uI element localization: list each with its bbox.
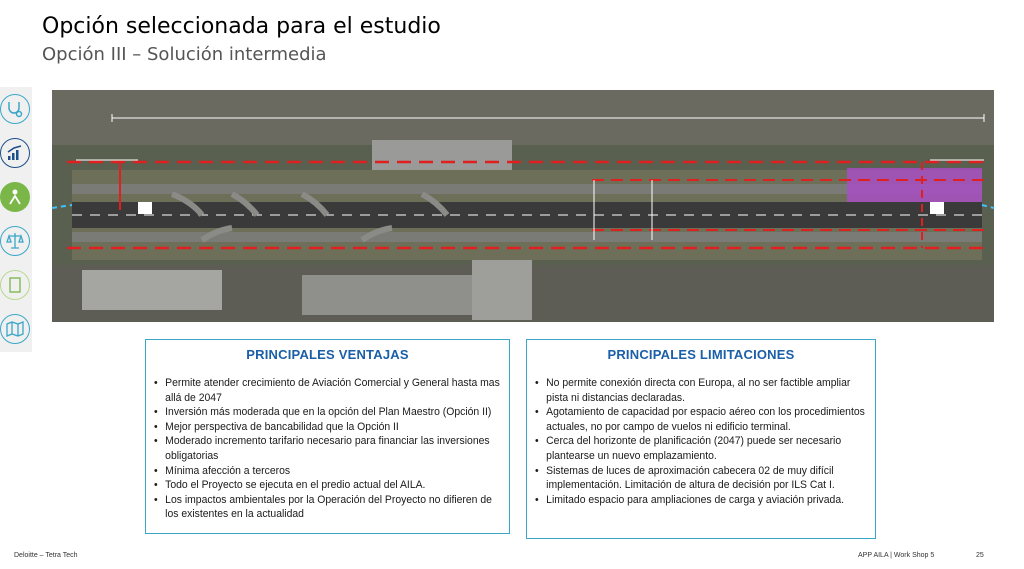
- person-icon: [0, 182, 30, 212]
- side-icon-strip: [0, 87, 32, 352]
- ventajas-heading: PRINCIPALES VENTAJAS: [246, 347, 409, 362]
- list-item: • Limitado espacio para ampliaciones de carga y aviación privada.: [535, 493, 867, 508]
- slide-subtitle: Opción III – Solución intermedia: [42, 44, 327, 65]
- list-item: • Cerca del horizonte de planificación (2047) puede ser necesario plantearse un nuevo emplazamiento.: [535, 434, 867, 463]
- list-item: • Permite atender crecimiento de Aviación Comercial y General hasta mas allá de 2047: [154, 376, 501, 405]
- limitaciones-list: [527, 376, 875, 507]
- scale-icon: [0, 226, 30, 256]
- growth-chart-icon: [0, 138, 30, 168]
- footer-left: Deloitte – Tetra Tech: [14, 552, 78, 559]
- ventajas-list: [146, 376, 509, 522]
- map-icon: [0, 314, 30, 344]
- airport-aerial-map: [52, 90, 994, 322]
- footer-right: APP AILA | Work Shop 5: [858, 552, 935, 559]
- list-item: • Todo el Proyecto se ejecuta en el predio actual del AILA.: [154, 478, 501, 493]
- list-item: • No permite conexión directa con Europa, al no ser factible ampliar pista ni distancias declaradas.: [535, 376, 867, 405]
- limitaciones-heading: PRINCIPALES LIMITACIONES: [607, 347, 795, 362]
- page-number: 25: [976, 552, 984, 559]
- list-item: • Agotamiento de capacidad por espacio aéreo con los procedimientos actuales, no por campo de vuelos ni edificio terminal.: [535, 405, 867, 434]
- slide-title: Opción seleccionada para el estudio: [42, 14, 441, 39]
- limitaciones-box: [526, 339, 876, 539]
- list-item: • Sistemas de luces de aproximación cabecera 02 de muy difícil implementación. Limitación de altura de decisión por ILS Cat I.: [535, 464, 867, 493]
- list-item: • Mínima afección a terceros: [154, 464, 501, 479]
- list-item: • Moderado incremento tarifario necesario para financiar las inversiones obligatorias: [154, 434, 501, 463]
- list-item: • Mejor perspectiva de bancabilidad que la Opción II: [154, 420, 501, 435]
- stethoscope-icon: [0, 94, 30, 124]
- list-item: • Los impactos ambientales por la Operación del Proyecto no difieren de los existentes en la actualidad: [154, 493, 501, 522]
- list-item: • Inversión más moderada que en la opción del Plan Maestro (Opción II): [154, 405, 501, 420]
- document-icon: [0, 270, 30, 300]
- ventajas-box: [145, 339, 510, 534]
